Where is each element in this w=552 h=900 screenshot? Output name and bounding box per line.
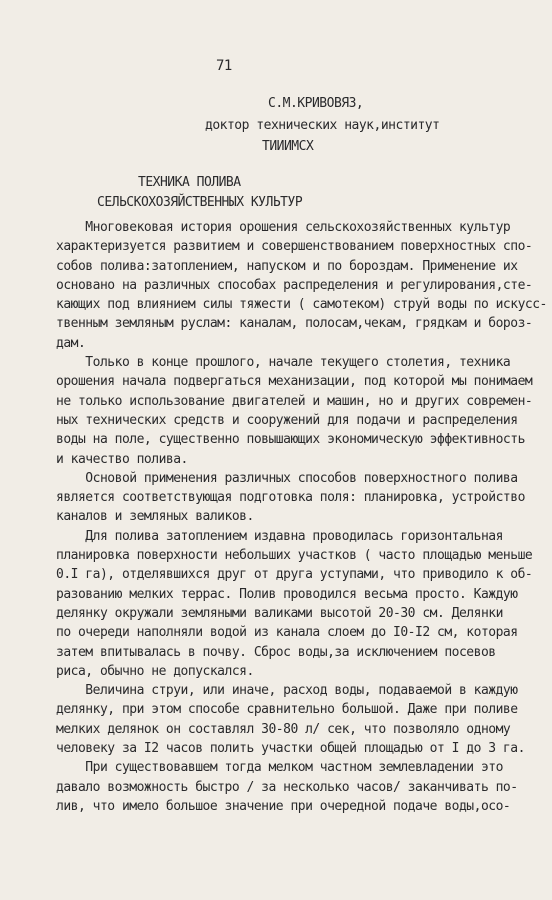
text-line: является соответствующая подготовка поля: планировка, устройство [56,490,525,506]
text-line: не только использование двигателей и машин, но и других современ- [56,393,533,409]
text-line: кающих под влиянием силы тяжести ( самотеком) струй воды по искусс- [56,297,547,313]
paragraph [56,681,525,758]
author-title: доктор технических наук,институт [205,118,440,133]
text-line: воды на поле, существенно повышающих экономическую эффективность [56,432,525,448]
author-institute: ТИИИМСХ [262,139,314,154]
text-line: собов полива:затоплением, напуском и по бороздам. Применение их [56,258,518,274]
page-number: 71 [216,58,232,74]
text-line: человеку за I2 часов полить участки общей площадью от I до 3 га. [56,741,525,757]
author-name: С.М.КРИВОВЯЗ, [268,96,364,111]
text-line: твенным земляным руслам: каналам, полосам,чекам, грядкам и бороз- [56,316,533,332]
article-title-line-1: ТЕХНИКА ПОЛИВА [138,175,241,190]
text-line: ных технических средств и сооружений для подачи и распределения [56,412,518,428]
text-line: Основой применения различных способов поверхностного полива [56,470,518,486]
paragraph [56,469,525,527]
text-line: Величина струи, или иначе, расход воды, подаваемой в каждую [56,683,518,699]
article-title-line-2: СЕЛЬСКОХОЗЯЙСТВЕННЫХ КУЛЬТУР [97,195,303,210]
article-body [56,218,547,816]
paragraph [56,353,533,469]
text-line: лив, что имело большое значение при очередной подаче воды,осо- [56,798,511,814]
text-line: орошения начала подвергаться механизации, под которой мы понимаем [56,374,533,390]
text-line: и качество полива. [56,451,188,467]
text-line: основано на различных способах распределения и регулирования,сте- [56,277,533,293]
text-line: риса, обычно не допускался. [56,663,254,679]
text-line: характеризуется развитием и совершенствованием поверхностных спо- [56,239,533,255]
text-line: затем впитывалась в почву. Сброс воды,за исключением посевов [56,644,496,660]
text-line: Для полива затоплением издавна проводилась горизонтальная [56,528,503,544]
text-line: 0.I га), отделявшихся друг от друга уступами, что приводило к об- [56,567,533,583]
text-line: дам. [56,335,86,351]
text-line: давало возможность быстро / за несколько часов/ заканчивать по- [56,779,518,795]
paragraph [56,527,533,681]
text-line: Только в конце прошлого, начале текущего столетия, техника [56,355,511,371]
text-line: каналов и земляных валиков. [56,509,254,525]
text-line: разованию мелких террас. Полив проводился весьма просто. Каждую [56,586,518,602]
text-line: планировка поверхности небольших участков ( часто площадью меньше [56,548,533,564]
paragraph [56,218,547,353]
text-line: При существовавшем тогда мелком частном землевладении это [56,760,503,776]
paragraph [56,758,518,816]
text-line: по очереди наполняли водой из канала слоем до I0-I2 см, которая [56,625,518,641]
text-line: делянку, при этом способе сравнительно большой. Даже при поливе [56,702,518,718]
text-line: мелких делянок он составлял 30-80 л/ сек, что позволяло одному [56,721,511,737]
text-line: Многовековая история орошения сельскохозяйственных культур [56,220,511,235]
text-line: делянку окружали земляными валиками высотой 20-30 см. Делянки [56,605,503,621]
